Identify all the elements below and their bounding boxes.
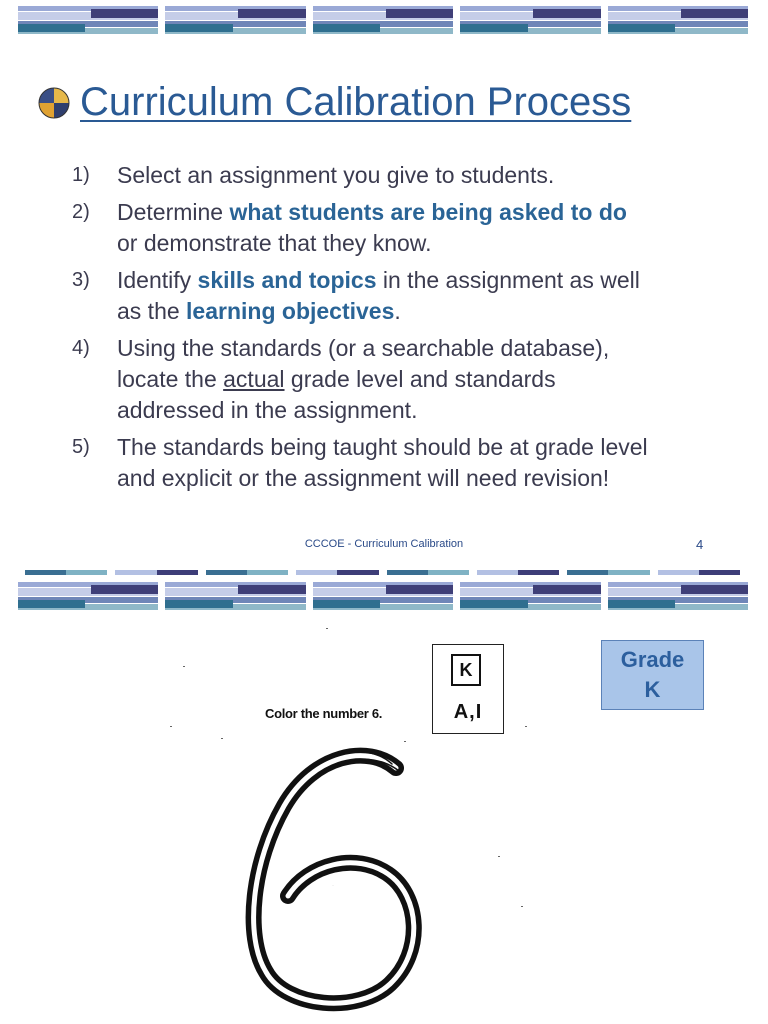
step-text: The standards being taught should be at grade level (117, 434, 648, 460)
quadrant-bullet-icon (38, 87, 70, 119)
step-number: 2) (72, 201, 90, 223)
band-block (165, 6, 305, 36)
scan-speck (183, 666, 185, 667)
slide-title: Curriculum Calibration Process (80, 80, 632, 124)
step-text: addressed in the assignment. (117, 397, 418, 423)
step-text: in the assignment as well (376, 267, 640, 293)
step-text: . (394, 298, 401, 324)
step-number: 5) (72, 436, 90, 458)
slide-footer-text: CCCOE - Curriculum Calibration (304, 538, 464, 550)
list-item (72, 432, 722, 494)
scan-speck (521, 906, 523, 907)
big-numeral-text: 6 (332, 886, 334, 887)
band-block (18, 6, 158, 36)
band-block (313, 582, 453, 612)
title-row (38, 80, 631, 125)
band-block (460, 6, 600, 36)
step-text: Identify (117, 267, 198, 293)
standard-code: K (451, 654, 481, 686)
scan-speck (170, 726, 172, 727)
step-highlight: what students are being asked to do (229, 199, 627, 225)
scan-speck (221, 738, 223, 739)
step-number: 1) (72, 164, 90, 186)
grade-level-badge (601, 640, 704, 710)
step-text: Select an assignment you give to students. (117, 162, 555, 188)
worksheet-instruction: Color the number 6. (265, 706, 383, 721)
list-item (72, 160, 722, 191)
band-block (18, 582, 158, 612)
list-item (72, 265, 722, 327)
standard-sub-code: A,I (453, 701, 483, 723)
step-highlight: learning objectives (186, 298, 395, 324)
outlined-numeral-six (228, 746, 438, 1016)
step-number: 3) (72, 269, 90, 291)
step-text: locate the (117, 366, 224, 392)
standard-code-box (432, 644, 504, 734)
scan-speck (498, 856, 500, 857)
header-decorative-band (18, 6, 748, 36)
process-steps-list (72, 160, 722, 500)
slide-grade-k-example (0, 576, 768, 1024)
scan-speck (326, 628, 328, 629)
header-decorative-band (18, 582, 748, 612)
step-highlight: skills and topics (197, 267, 377, 293)
slide-page-number: 4 (696, 537, 704, 552)
grade-badge-value: K (644, 677, 661, 702)
list-item (72, 197, 722, 259)
step-underlined: actual (223, 366, 285, 392)
step-text: Using the standards (or a searchable database), (117, 335, 610, 361)
scan-speck (525, 726, 527, 727)
footer-dash-divider (25, 570, 740, 575)
step-text: as the (117, 298, 187, 324)
band-block (313, 6, 453, 36)
band-block (165, 582, 305, 612)
band-block (460, 582, 600, 612)
step-text: grade level and standards (284, 366, 556, 392)
list-item (72, 333, 722, 426)
band-block (608, 6, 748, 36)
step-text: and explicit or the assignment will need revision! (117, 465, 610, 491)
grade-badge-label: Grade (620, 647, 685, 672)
band-block (608, 582, 748, 612)
step-number: 4) (72, 337, 90, 359)
step-text: Determine (117, 199, 230, 225)
step-text: or demonstrate that they know. (117, 230, 432, 256)
scan-speck (404, 741, 406, 742)
